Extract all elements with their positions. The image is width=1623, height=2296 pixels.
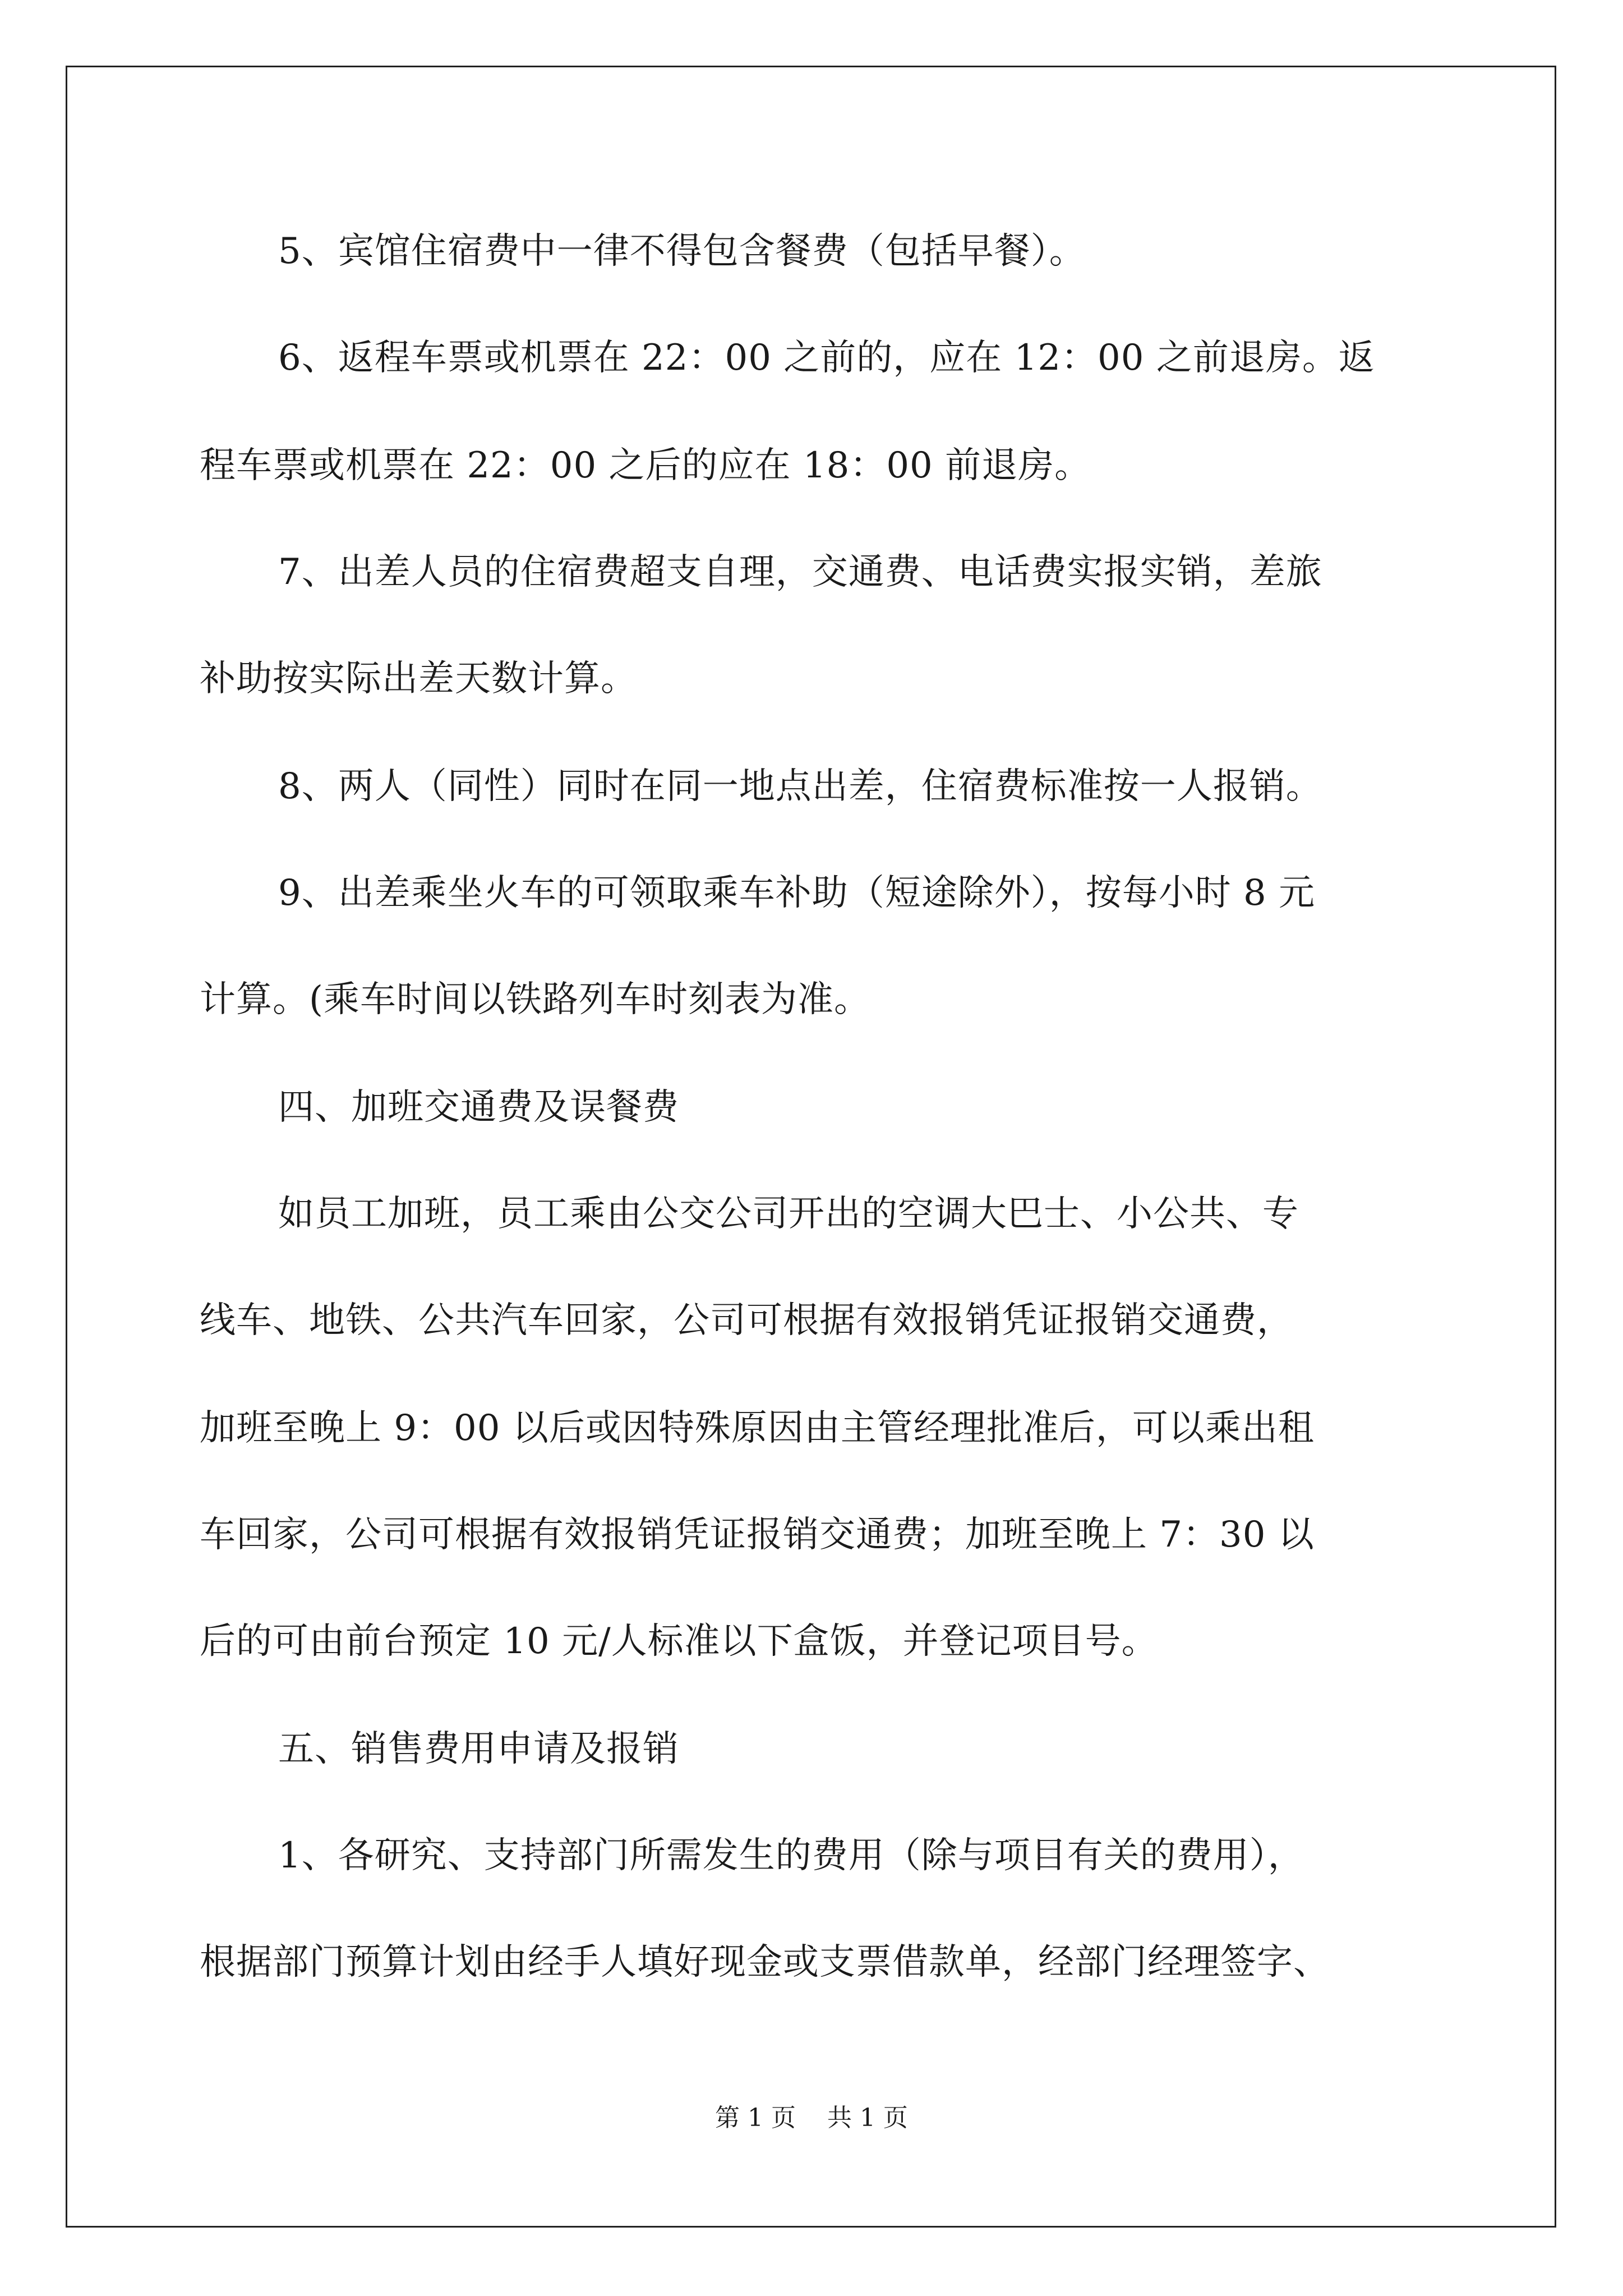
paragraph-line: 加班至晚上 9：00 以后或因特殊原因由主管经理批准后，可以乘出租 [200, 1407, 1315, 1449]
paragraph-line: 8、两人（同性）同时在同一地点出差，住宿费标准按一人报销。 [278, 766, 1322, 807]
section-heading: 五、销售费用申请及报销 [278, 1728, 679, 1770]
paragraph-line: 5、宾馆住宿费中一律不得包含餐费（包括早餐）。 [278, 231, 1086, 272]
paragraph-line: 车回家，公司可根据有效报销凭证报销交通费；加班至晚上 7：30 以 [200, 1514, 1315, 1556]
paragraph-line: 如员工加班，员工乘由公交公司开出的空调大巴士、小公共、专 [278, 1193, 1299, 1235]
section-heading: 四、加班交通费及误餐费 [278, 1087, 679, 1128]
paragraph-line: 后的可由前台预定 10 元/人标准以下盒饭，并登记项目号。 [200, 1621, 1158, 1662]
paragraph-line: 根据部门预算计划由经手人填好现金或支票借款单，经部门经理签字、 [200, 1941, 1330, 1983]
paragraph-line: 7、出差人员的住宿费超支自理，交通费、电话费实报实销，差旅 [278, 551, 1322, 593]
paragraph-line: 补助按实际出差天数计算。 [200, 658, 637, 700]
paragraph-line: 计算。(乘车时间以铁路列车时刻表为准。 [200, 979, 870, 1020]
page-border [66, 66, 1556, 2228]
paragraph-line: 6、返程车票或机票在 22：00 之前的，应在 12：00 之前退房。返 [278, 337, 1375, 379]
paragraph-line: 1、各研究、支持部门所需发生的费用（除与项目有关的费用）， [278, 1835, 1304, 1876]
paragraph-line: 程车票或机票在 22：00 之后的应在 18：00 前退房。 [200, 445, 1091, 486]
page-number-footer: 第 1 页 共 1 页 [715, 2104, 908, 2132]
paragraph-line: 9、出差乘坐火车的可领取乘车补助（短途除外），按每小时 8 元 [278, 872, 1316, 914]
paragraph-line: 线车、地铁、公共汽车回家，公司可根据有效报销凭证报销交通费， [200, 1300, 1293, 1341]
